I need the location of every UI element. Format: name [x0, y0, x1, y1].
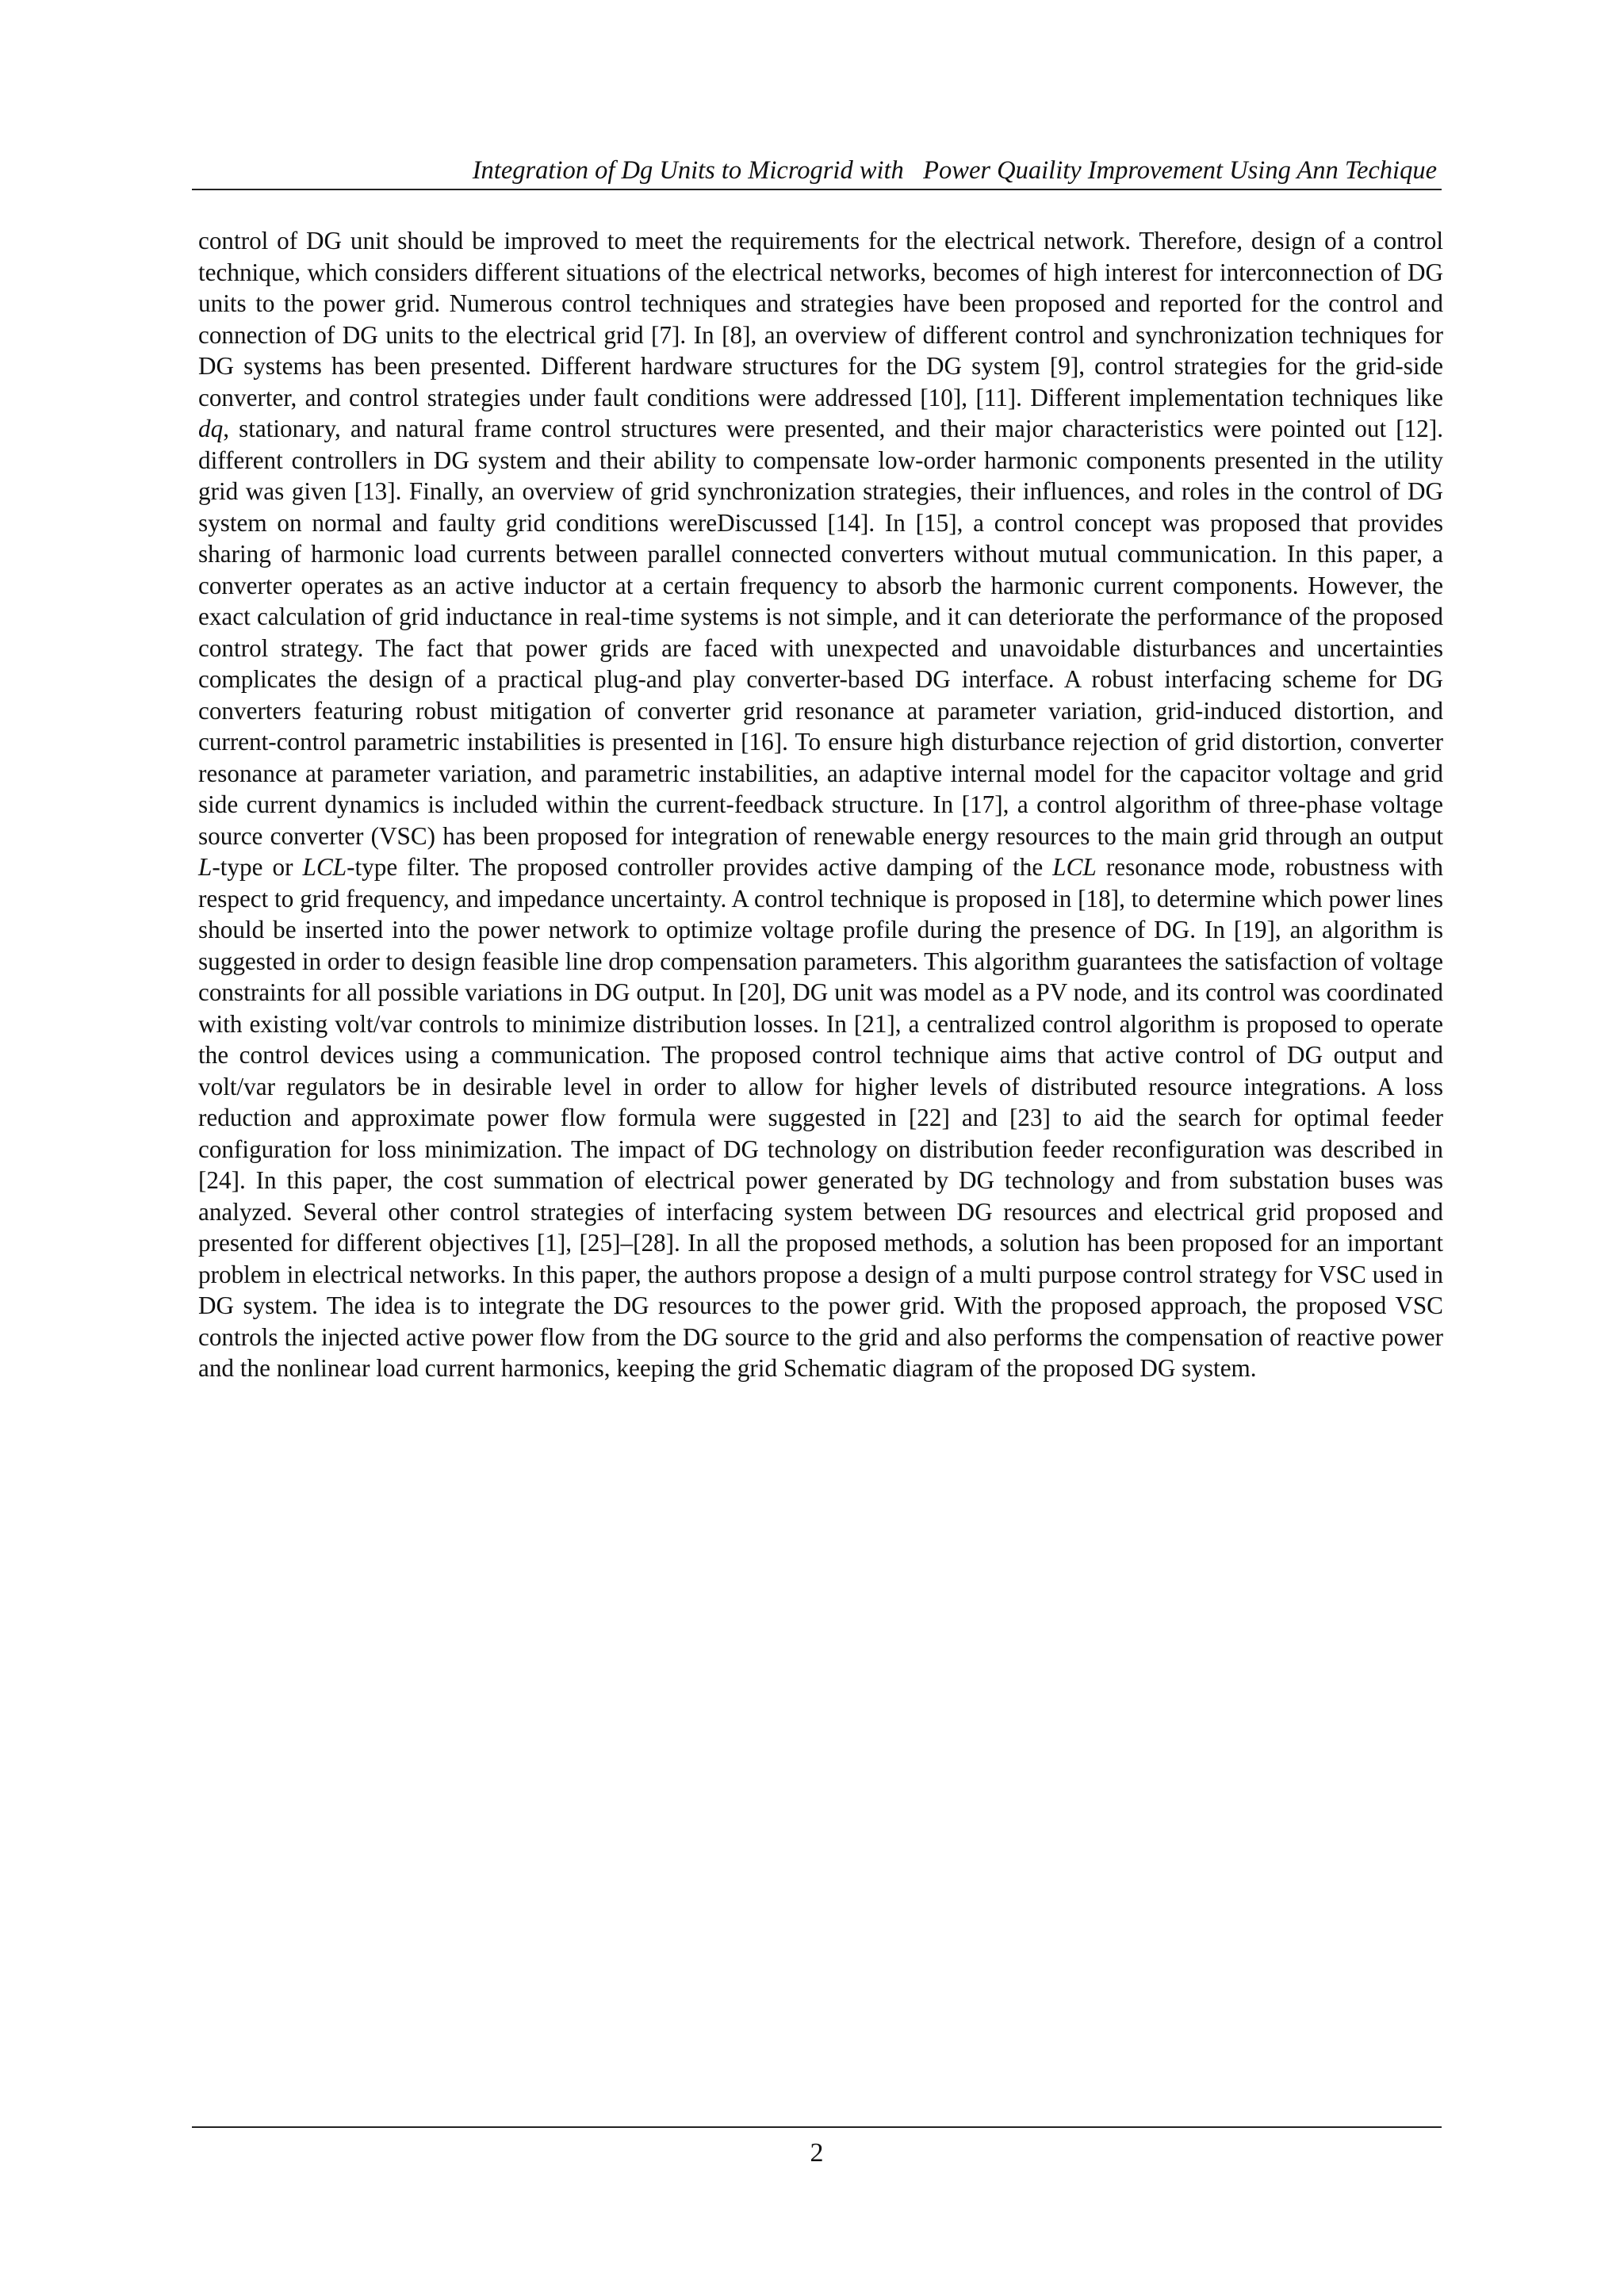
- body-text: [198, 225, 1443, 1384]
- text-run: , stationary, and natural frame control structures were presented, and their major characteristics were pointed out [12]. different controllers in DG system and their ability to compensate low-order harmonic components presented in the utility grid was given [13]. Finally, an overview of grid synchronization strategies, their influences, and roles in the control of DG system on normal and faulty grid conditions wereDiscussed [14]. In [15], a control concept was proposed that provides sharing of harmonic load currents between parallel connected converters without mutual communication. In this paper, a converter operates as an active inductor at a certain frequency to absorb the harmonic current components. However, the exact calculation of grid inductance in real-time systems is not simple, and it can deteriorate the performance of the proposed control strategy. The fact that power grids are faced with unexpected and unavoidable disturbances and uncertainties complicates the design of a practical plug-and play converter-based DG interface. A robust interfacing scheme for DG converters featuring robust mitigation of converter grid resonance at parameter variation, grid-induced distortion, and current-control parametric instabilities is presented in [16]. To ensure high disturbance rejection of grid distortion, converter resonance at parameter variation, and parametric instabilities, an adaptive internal model for the capacitor voltage and grid side current dynamics is included within the current-feedback structure. In [17], a control algorithm of three-phase voltage source converter (VSC) has been proposed for integration of renewable energy resources to the main grid through an output: [198, 415, 1443, 850]
- text-run: -type filter. The proposed controller provides active damping of the: [347, 853, 1053, 881]
- page-footer: [192, 2126, 1442, 2168]
- italic-term: L: [198, 853, 213, 881]
- text-run: control of DG unit should be improved to meet the requirements for the electrical network. Therefore, design of a control technique, which considers different situations of the electrical networks, becomes of high interest for interconnection of DG units to the power grid. Numerous control techniques and strategies have been proposed and reported for the control and connection of DG units to the electrical grid [7]. In [8], an overview of different control and synchronization techniques for DG systems has been presented. Different hardware structures for the DG system [9], control strategies for the grid-side converter, and control strategies under fault conditions were addressed [10], [11]. Different implementation techniques like: [198, 227, 1443, 411]
- body-paragraph: [198, 225, 1443, 1384]
- page-header: [192, 155, 1442, 190]
- text-run: -type or: [212, 853, 303, 881]
- page-number: 2: [810, 2138, 824, 2168]
- text-run: resonance mode, robustness with respect to grid frequency, and impedance uncertainty. A control technique is proposed in [18], to determine which power lines should be inserted into the power network to optimize voltage profile during the presence of DG. In [19], an algorithm is suggested in order to design feasible line drop compensation parameters. This algorithm guarantees the satisfaction of voltage constraints for all possible variations in DG output. In [20], DG unit was model as a PV node, and its control was coordinated with existing volt/var controls to minimize distribution losses. In [21], a centralized control algorithm is proposed to operate the control devices using a communication. The proposed control technique aims that active control of DG output and volt/var regulators be in desirable level in order to allow for higher levels of distributed resource integrations. A loss reduction and approximate power flow formula were suggested in [22] and [23] to aid the search for optimal feeder configuration for loss minimization. The impact of DG technology on distribution feeder reconfiguration was described in [24]. In this paper, the cost summation of electrical power generated by DG technology and from substation buses was analyzed. Several other control strategies of interfacing system between DG resources and electrical grid proposed and presented for different objectives [1], [25]–[28]. In all the proposed methods, a solution has been proposed for an important problem in electrical networks. In this paper, the authors propose a design of a multi purpose control strategy for VSC used in DG system. The idea is to integrate the DG resources to the power grid. With the proposed approach, the proposed VSC controls the injected active power flow from the DG source to the grid and also performs the compensation of reactive power and the nonlinear load current harmonics, keeping the grid Schematic diagram of the proposed DG system.: [198, 853, 1443, 1382]
- italic-term: LCL: [1052, 853, 1097, 881]
- running-title: Integration of Dg Units to Microgrid with Power Quaility Improvement Using Ann Techique: [472, 156, 1437, 185]
- italic-term: dq: [198, 415, 224, 442]
- italic-term: LCL: [302, 853, 347, 881]
